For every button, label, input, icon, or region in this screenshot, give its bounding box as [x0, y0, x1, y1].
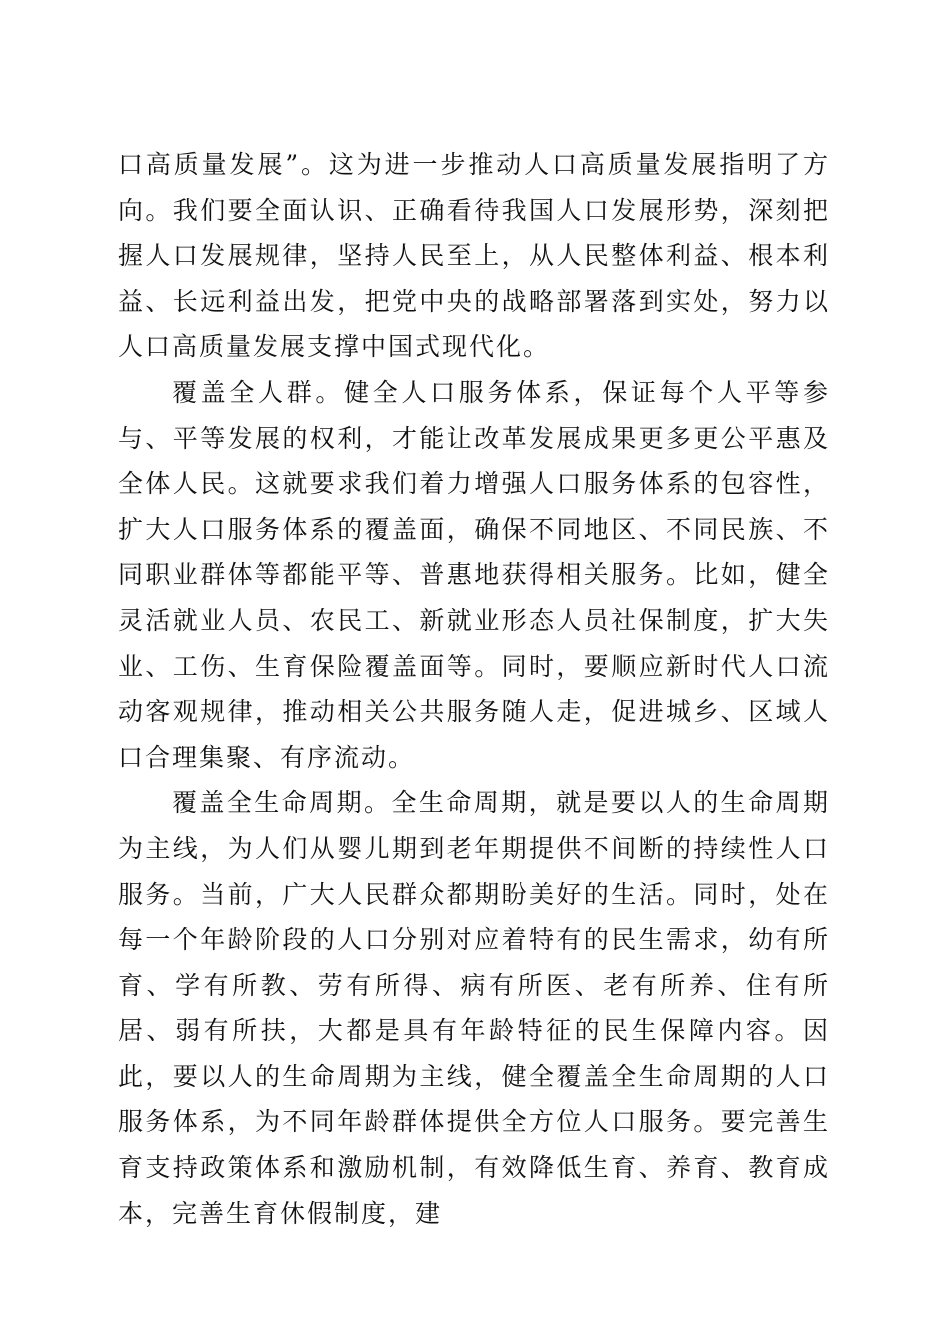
paragraph-full-population: 覆盖全人群。健全人口服务体系，保证每个人平等参与、平等发展的权利，才能让改革发展成果更多更公平惠及全体人民。这就要求我们着力增强人口服务体系的包容性，扩大人口服务体系的覆盖面，确保不同地区、不同民族、不同职业群体等都能平等、普惠地获得相关服务。比如，健全灵活就业人员、农民工、新就业形态人员社保制度，扩大失业、工伤、生育保险覆盖面等。同时，要顺应新时代人口流动客观规律，推动相关公共服务随人走，促进城乡、区域人口合理集聚、有序流动。	[118, 377, 830, 772]
body-text	[118, 142, 830, 1236]
paragraph-continuation: 口高质量发展”。这为进一步推动人口高质量发展指明了方向。我们要全面认识、正确看待我国人口发展形势，深刻把握人口发展规律，坚持人民至上，从人民整体利益、根本利益、长远利益出发，把党中央的战略部署落到实处，努力以人口高质量发展支撑中国式现代化。	[118, 150, 830, 362]
paragraph-full-life-cycle: 覆盖全生命周期。全生命周期，就是要以人的生命周期为主线，为人们从婴儿期到老年期提供不间断的持续性人口服务。当前，广大人民群众都期盼美好的生活。同时，处在每一个年龄阶段的人口分别对应着特有的民生需求，幼有所育、学有所教、劳有所得、病有所医、老有所养、住有所居、弱有所扶，大都是具有年龄特征的民生保障内容。因此，要以人的生命周期为主线，健全覆盖全生命周期的人口服务体系，为不同年龄群体提供全方位人口服务。要完善生育支持政策体系和激励机制，有效降低生育、养育、教育成本，完善生育休假制度，建	[118, 788, 830, 1228]
